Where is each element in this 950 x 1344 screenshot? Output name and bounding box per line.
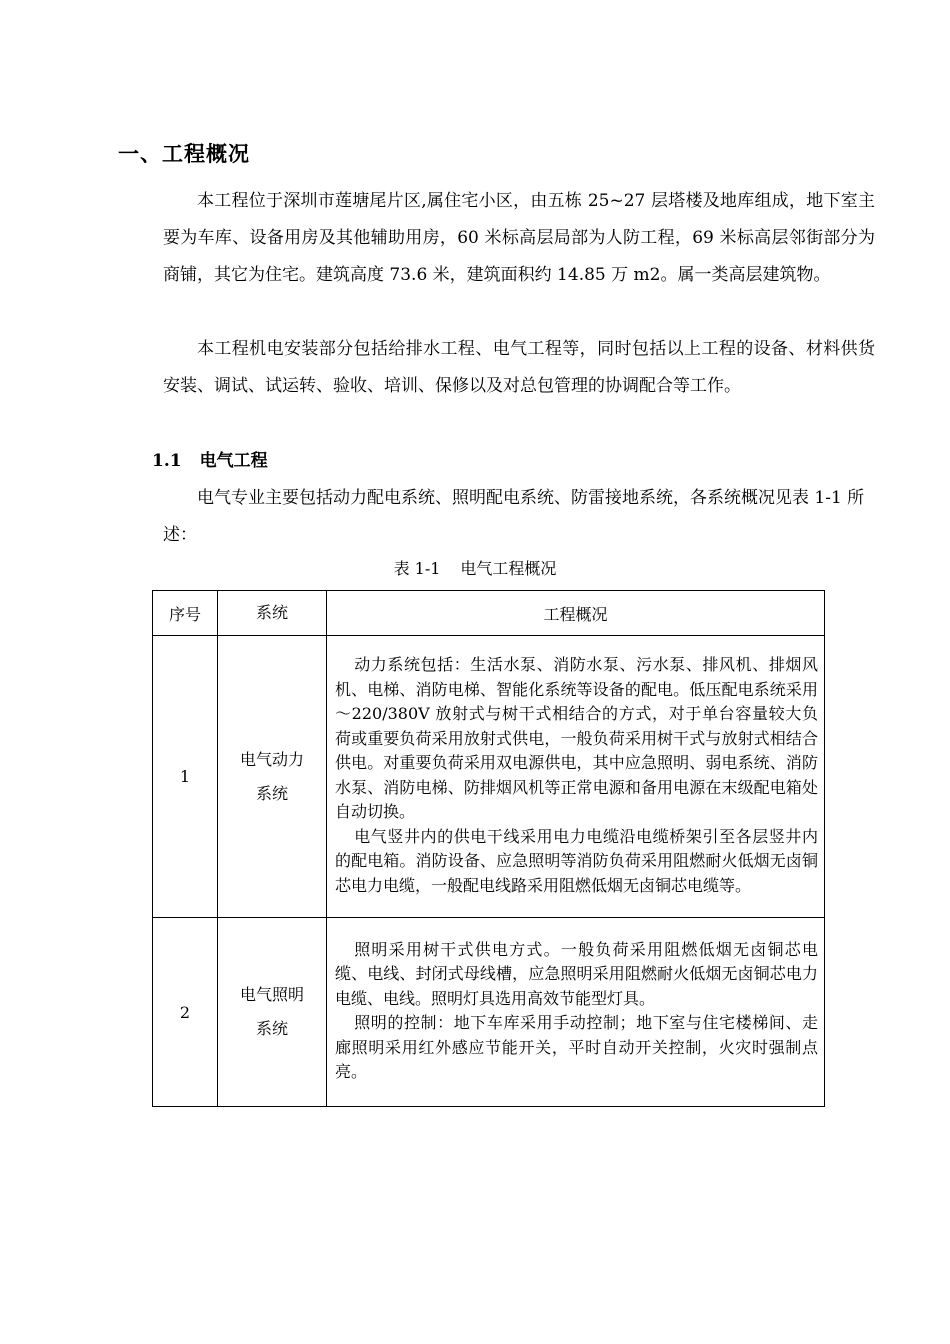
header-number: 序号	[153, 591, 218, 636]
row-description-paragraph: 动力系统包括：生活水泵、消防水泵、污水泵、排风机、排烟风机、电梯、消防电梯、智能化系统等设备的配电。低压配电系统采用～220/380V 放射式与树干式相结合的方式，对于单台容量较大负荷或重要负荷采用放射式供电，一般负荷采用树干式与放射式相结合供电。对重要负荷采用双电源供电，其中应急照明、弱电系统、消防水泵、消防电梯、防排烟风机等正常电源和备用电源在末级配电箱处自动切换。	[335, 655, 818, 821]
table-row	[153, 918, 825, 1107]
subsection-number: 1.1	[152, 451, 182, 471]
table-caption-title: 电气工程概况	[460, 559, 557, 578]
subsection-title: 电气工程	[199, 451, 268, 471]
row-description-paragraph: 照明的控制：地下车库采用手动控制；地下室与住宅楼梯间、走廊照明采用红外感应节能开关，平时自动开关控制，火灾时强制点亮。	[335, 1013, 818, 1081]
row-description	[327, 636, 825, 918]
intro-paragraph-2: 本工程机电安装部分包括给排水工程、电气工程等，同时包括以上工程的设备、材料供货安装、调试、试运转、验收、培训、保修以及对总包管理的协调配合等工作。	[163, 339, 875, 396]
table-row	[153, 636, 825, 918]
subsection-paragraph: 电气专业主要包括动力配电系统、照明配电系统、防雷接地系统，各系统概况见表 1-1 所述：	[163, 488, 865, 545]
intro-paragraph-1: 本工程位于深圳市莲塘尾片区,属住宅小区，由五栋 25~27 层塔楼及地库组成，地下室主要为车库、设备用房及其他辅助用房，60 米标高层局部为人防工程，69 米标高层邻街部分为商铺，其它为住宅。建筑高度 73.6 米，建筑面积约 14.85 万 m2。属一类高层建筑物。	[163, 191, 875, 285]
row-number: 1	[153, 636, 218, 918]
table-caption	[0, 556, 950, 579]
header-system: 系统	[218, 591, 327, 636]
row-system	[218, 918, 327, 1107]
row-system-line2: 系统	[255, 783, 288, 803]
row-system	[218, 636, 327, 918]
electrical-overview-table	[152, 590, 825, 1107]
table-header-row	[153, 591, 825, 636]
table-caption-number: 表 1-1	[393, 559, 441, 578]
subsection-heading	[152, 446, 268, 471]
row-description	[327, 918, 825, 1107]
row-description-paragraph: 电气竖井内的供电干线采用电力电缆沿电缆桥架引至各层竖井内的配电箱。消防设备、应急照明等消防负荷采用阻燃耐火低烟无卤铜芯电力电缆，一般配电线路采用阻燃低烟无卤铜芯电缆等。	[335, 826, 818, 895]
row-system-line2: 系统	[255, 1019, 288, 1038]
header-overview: 工程概况	[327, 591, 825, 636]
section-heading: 一、工程概况	[118, 142, 250, 166]
row-system-line1: 电气动力	[239, 749, 304, 769]
row-description-paragraph: 照明采用树干式供电方式。一般负荷采用阻燃低烟无卤铜芯电缆、电线、封闭式母线槽，应急照明采用阻燃耐火低烟无卤铜芯电力电缆、电线。照明灯具选用高效节能型灯具。	[335, 939, 818, 1008]
row-number: 2	[153, 918, 218, 1107]
row-system-line1: 电气照明	[239, 985, 304, 1004]
